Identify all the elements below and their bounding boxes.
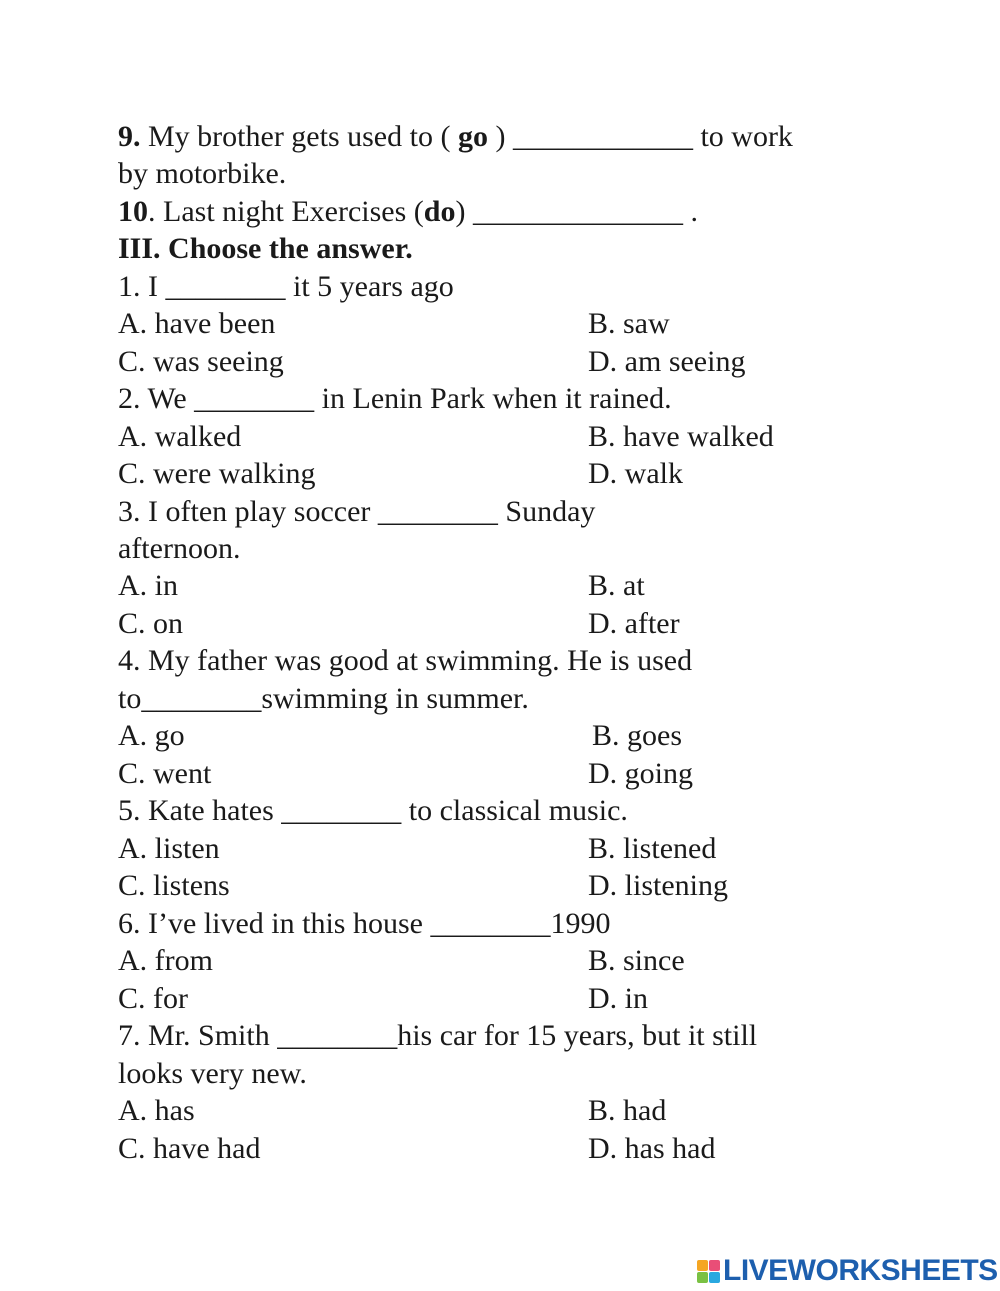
question-1-options-row-2 bbox=[118, 343, 746, 380]
option-d: D. after bbox=[588, 607, 680, 640]
liveworksheets-logo bbox=[697, 1254, 998, 1288]
option-d: D. am seeing bbox=[588, 345, 746, 378]
option-c: C. was seeing bbox=[118, 345, 284, 378]
q9-verb: go bbox=[457, 120, 488, 153]
option-a: A. have been bbox=[118, 307, 276, 340]
question-7-stem-cont: looks very new. bbox=[118, 1057, 307, 1090]
question-2-options-row-1 bbox=[118, 418, 774, 455]
question-4-options-row-2 bbox=[118, 755, 693, 792]
q9-line-1 bbox=[118, 118, 793, 155]
liveworksheets-logo-text: LIVEWORKSHEETS bbox=[723, 1254, 998, 1287]
option-b: B. goes bbox=[592, 719, 682, 752]
question-6-stem: 6. I’ve lived in this house ________1990 bbox=[118, 907, 611, 940]
option-c: C. have had bbox=[118, 1132, 261, 1165]
option-d: D. going bbox=[588, 757, 693, 790]
option-a: A. has bbox=[118, 1094, 195, 1127]
option-b: B. since bbox=[588, 944, 685, 977]
question-4-stem-cont: to________swimming in summer. bbox=[118, 682, 529, 715]
question-2-stem: 2. We ________ in Lenin Park when it rained. bbox=[118, 382, 672, 415]
logo-square-blue bbox=[709, 1272, 720, 1283]
option-d: D. walk bbox=[588, 457, 683, 490]
option-a: A. go bbox=[118, 719, 185, 752]
q9-number: 9. bbox=[118, 120, 141, 153]
q10-line bbox=[118, 193, 698, 230]
question-4-stem: 4. My father was good at swimming. He is used bbox=[118, 644, 693, 677]
option-c: C. on bbox=[118, 607, 184, 640]
question-4-options-row-1 bbox=[118, 717, 682, 754]
option-c: C. listens bbox=[118, 869, 230, 902]
option-a: A. from bbox=[118, 944, 213, 977]
option-b: B. at bbox=[588, 569, 645, 602]
option-d: D. has had bbox=[588, 1132, 716, 1165]
logo-square-pink bbox=[709, 1260, 720, 1271]
q9-line-2: by motorbike. bbox=[118, 157, 287, 190]
question-6-options-row-1 bbox=[118, 942, 685, 979]
q10-number: 10 bbox=[118, 195, 148, 228]
logo-square-green bbox=[697, 1272, 708, 1283]
q10-verb: do bbox=[423, 195, 456, 228]
question-7-options-row-1 bbox=[118, 1092, 667, 1129]
q10-text-before: . Last night Exercises ( bbox=[148, 195, 424, 228]
section-heading: III. Choose the answer. bbox=[118, 232, 413, 265]
q9-text-before: My brother gets used to ( bbox=[140, 120, 458, 153]
question-5-options-row-1 bbox=[118, 830, 717, 867]
option-a: A. listen bbox=[118, 832, 220, 865]
question-1-stem: 1. I ________ it 5 years ago bbox=[118, 270, 454, 303]
option-c: C. for bbox=[118, 982, 188, 1015]
question-7-stem: 7. Mr. Smith ________his car for 15 years, but it still bbox=[118, 1019, 758, 1052]
question-5-options-row-2 bbox=[118, 867, 728, 904]
q10-text-after: ) ______________ . bbox=[455, 195, 698, 228]
option-d: D. in bbox=[588, 982, 648, 1015]
option-d: D. listening bbox=[588, 869, 728, 902]
question-3-stem-cont: afternoon. bbox=[118, 532, 241, 565]
option-c: C. went bbox=[118, 757, 212, 790]
question-6-options-row-2 bbox=[118, 980, 648, 1017]
option-b: B. have walked bbox=[588, 420, 774, 453]
question-2-options-row-2 bbox=[118, 455, 683, 492]
option-b: B. listened bbox=[588, 832, 717, 865]
question-3-stem: 3. I often play soccer ________ Sunday bbox=[118, 495, 596, 528]
option-b: B. saw bbox=[588, 307, 670, 340]
option-a: A. in bbox=[118, 569, 178, 602]
option-c: C. were walking bbox=[118, 457, 316, 490]
option-a: A. walked bbox=[118, 420, 242, 453]
logo-square-orange bbox=[697, 1260, 708, 1271]
question-3-options-row-1 bbox=[118, 567, 645, 604]
question-5-stem: 5. Kate hates ________ to classical music. bbox=[118, 794, 628, 827]
liveworksheets-logo-icon bbox=[697, 1260, 720, 1283]
question-3-options-row-2 bbox=[118, 605, 680, 642]
option-b: B. had bbox=[588, 1094, 667, 1127]
question-1-options-row-1 bbox=[118, 305, 670, 342]
question-7-options-row-2 bbox=[118, 1130, 716, 1167]
q9-text-after: ) ____________ to work bbox=[487, 120, 793, 153]
